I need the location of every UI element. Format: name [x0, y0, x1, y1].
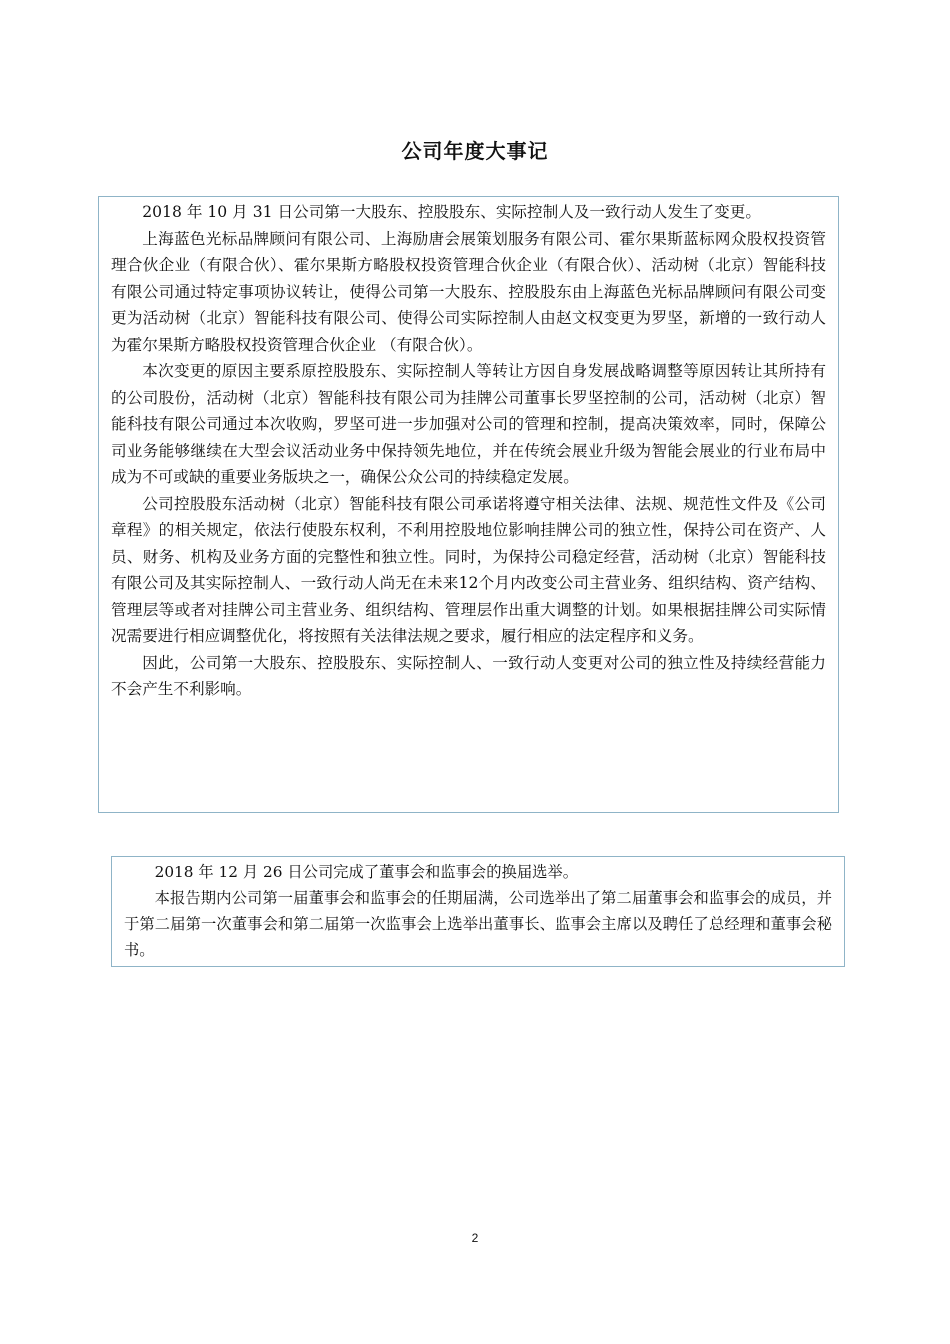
page-number: 2 — [471, 1231, 479, 1245]
event-paragraph: 因此，公司第一大股东、控股股东、实际控制人、一致行动人变更对公司的独立性及持续经营能力不会产生不利影响。 — [111, 653, 826, 698]
event-paragraph: 2018 年 10 月 31 日公司第一大股东、控股股东、实际控制人及一致行动人发生了变更。 — [142, 203, 761, 221]
event-paragraph: 2018 年 12 月 26 日公司完成了董事会和监事会的换届选举。 — [154, 863, 579, 881]
event-paragraph: 本报告期内公司第一届董事会和监事会的任期届满，公司选举出了第二届董事会和监事会的成员，并于第二届第一次董事会和第二届第一次监事会上选举出董事长、监事会主席以及聘任了总经理和董事会秘书。 — [124, 889, 832, 959]
event-box-shareholder-change — [98, 196, 839, 813]
page-title: 公司年度大事记 — [401, 139, 549, 163]
event-paragraph: 公司控股股东活动树（北京）智能科技有限公司承诺将遵守相关法律、法规、规范性文件及《公司章程》的相关规定，依法行使股东权利，不利用控股地位影响挂牌公司的独立性，保持公司在资产、人员、财务、机构及业务方面的完整性和独立性。同时，为保持公司稳定经营，活动树（北京）智能科技有限公司及其实际控制人、一致行动人尚无在未来12个月内改变公司主营业务、组织结构、资产结构、管理层等或者对挂牌公司主营业务、组织结构、管理层作出重大调整的计划。如果根据挂牌公司实际情况需要进行相应调整优化，将按照有关法律法规之要求，履行相应的法定程序和义务。 — [111, 494, 826, 645]
event-paragraph: 本次变更的原因主要系原控股股东、实际控制人等转让方因自身发展战略调整等原因转让其所持有的公司股份，活动树（北京）智能科技有限公司为挂牌公司董事长罗坚控制的公司，活动树（北京）智能科技有限公司通过本次收购，罗坚可进一步加强对公司的管理和控制，提高决策效率，同时，保障公司业务能够继续在大型会议活动业务中保持领先地位，并在传统会展业升级为智能会展业的行业布局中成为不可或缺的重要业务版块之一，确保公众公司的持续稳定发展。 — [111, 362, 826, 486]
event-paragraph: 上海蓝色光标品牌顾问有限公司、上海励唐会展策划服务有限公司、霍尔果斯蓝标网众股权投资管理合伙企业（有限合伙）、霍尔果斯方略股权投资管理合伙企业（有限合伙）、活动树（北京）智能科技有限公司通过特定事项协议转让，使得公司第一大股东、控股股东由上海蓝色光标品牌顾问有限公司变更为活动树（北京）智能科技有限公司、使得公司实际控制人由赵文权变更为罗坚，新增的一致行动人为霍尔果斯方略股权投资管理合伙企业 （有限合伙）。 — [111, 229, 826, 354]
event-box-board-election — [111, 856, 845, 967]
